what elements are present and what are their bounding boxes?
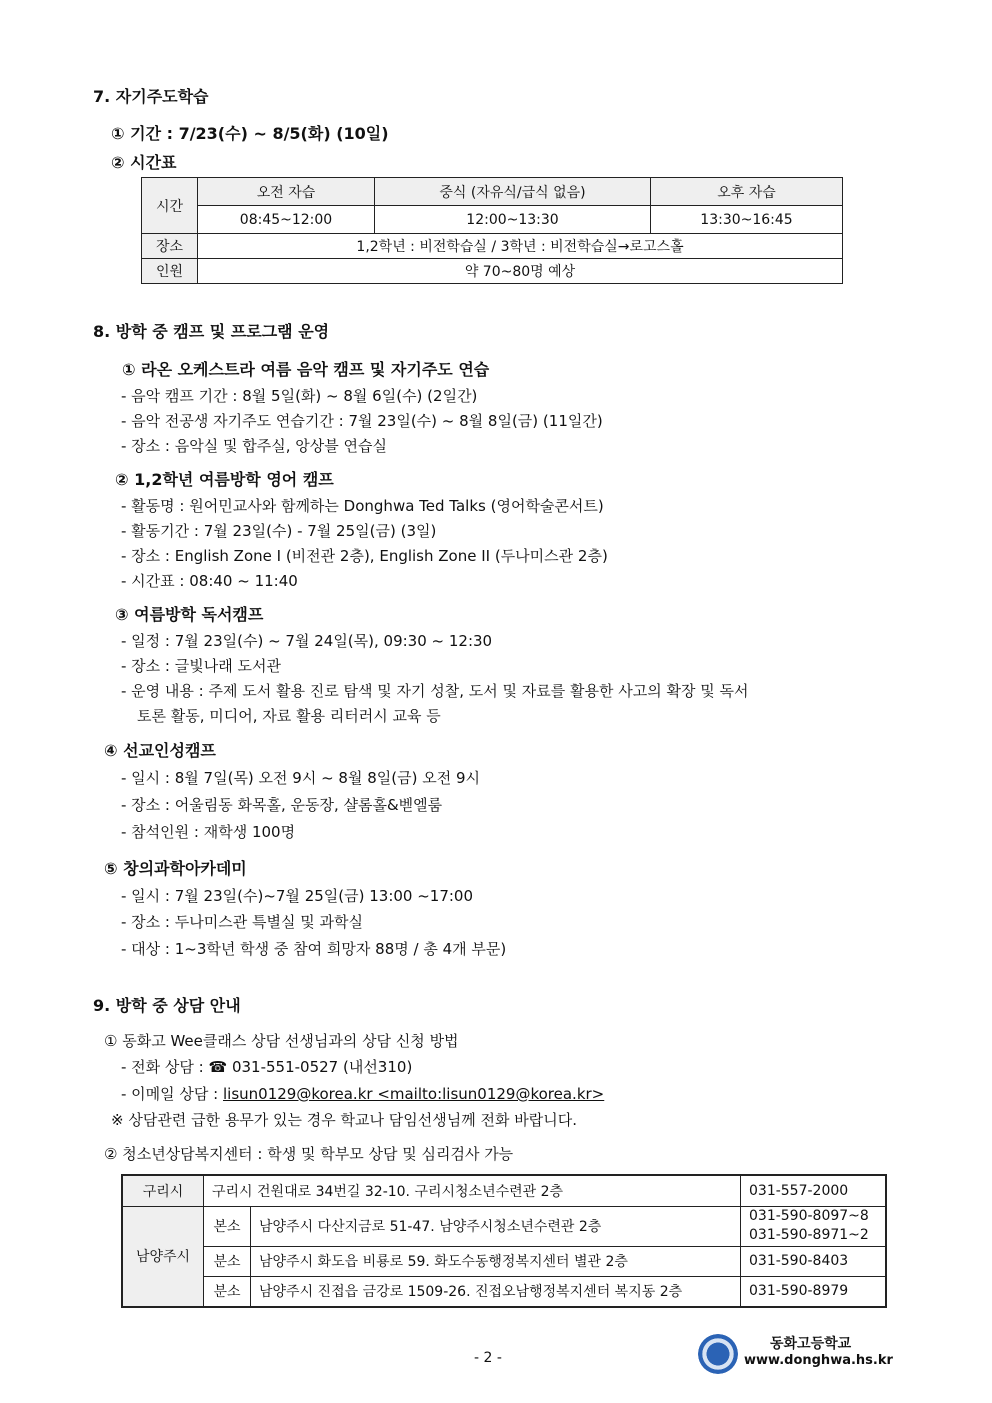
place-label-cell: 장소 bbox=[142, 234, 198, 259]
time-afternoon: 13:30~16:45 bbox=[651, 206, 843, 234]
wee-class-heading: ① 동화고 Wee클래스 상담 선생님과의 상담 신청 방법 bbox=[104, 1032, 459, 1050]
camp-4-title: ④ 선교인성캠프 bbox=[104, 741, 216, 760]
branch-type-2: 분소 bbox=[204, 1246, 251, 1276]
camp-5-line-3: - 대상 : 1~3학년 학생 중 참여 희망자 88명 / 총 4개 부문) bbox=[121, 940, 507, 958]
urgent-note: ※ 상담관련 급한 용무가 있는 경우 학교나 담임선생님께 전화 바랍니다. bbox=[111, 1111, 577, 1129]
camp-3-line-4: 토론 활동, 미디어, 자료 활용 리터러시 교육 등 bbox=[137, 707, 441, 725]
school-url[interactable]: www.donghwa.hs.kr bbox=[744, 1353, 893, 1368]
camp-2-line-2: - 활동기간 : 7월 23일(수) - 7월 25일(금) (3일) bbox=[121, 522, 437, 540]
people-value-cell: 약 70~80명 예상 bbox=[198, 259, 843, 284]
youth-center-heading: ② 청소년상담복지센터 : 학생 및 학부모 상담 및 심리검사 가능 bbox=[104, 1145, 514, 1163]
section-8-title: 8. 방학 중 캠프 및 프로그램 운영 bbox=[93, 322, 330, 341]
email-counsel-prefix: - 이메일 상담 : bbox=[121, 1085, 223, 1103]
phone-guri: 031-557-2000 bbox=[741, 1175, 887, 1206]
section-9-title: 9. 방학 중 상담 안내 bbox=[93, 996, 241, 1015]
phone-counsel-line: - 전화 상담 : ☎ 031-551-0527 (내선310) bbox=[121, 1058, 413, 1076]
col-afternoon: 오후 자습 bbox=[651, 178, 843, 206]
camp-3-title: ③ 여름방학 독서캠프 bbox=[115, 605, 264, 624]
email-link[interactable]: lisun0129@korea.kr <mailto:lisun0129@korea.kr> bbox=[223, 1085, 605, 1103]
camp-5-line-1: - 일시 : 7월 23일(수)~7월 25일(금) 13:00 ~17:00 bbox=[121, 887, 474, 905]
address-namyangju-3: 남양주시 진접읍 금강로 1509-26. 진접오남행정복지센터 복지동 2층 bbox=[251, 1276, 741, 1307]
place-value-cell: 1,2학년 : 비전학습실 / 3학년 : 비전학습실→로고스홀 bbox=[198, 234, 843, 259]
school-name: 동화고등학교 bbox=[770, 1336, 852, 1352]
address-namyangju-2: 남양주시 화도읍 비룡로 59. 화도수동행정복지센터 별관 2층 bbox=[251, 1246, 741, 1276]
camp-2-line-4: - 시간표 : 08:40 ~ 11:40 bbox=[121, 572, 298, 590]
camp-4-line-2: - 장소 : 어울림동 화목홀, 운동장, 샬롬홀&벧엘룸 bbox=[121, 796, 443, 814]
page-number: - 2 - bbox=[474, 1350, 502, 1366]
people-label-cell: 인원 bbox=[142, 259, 198, 284]
phone-namyangju-1a: 031-590-8097~8 bbox=[749, 1208, 869, 1224]
camp-3-line-1: - 일정 : 7월 23일(수) ~ 7월 24일(목), 09:30 ~ 12:30 bbox=[121, 632, 493, 650]
region-namyangju: 남양주시 bbox=[122, 1206, 204, 1307]
school-logo-icon bbox=[698, 1334, 738, 1374]
address-guri: 구리시 건원대로 34번길 32-10. 구리시청소년수련관 2층 bbox=[204, 1175, 741, 1206]
time-morning: 08:45~12:00 bbox=[198, 206, 375, 234]
phone-namyangju-3: 031-590-8979 bbox=[741, 1276, 887, 1307]
camp-4-line-3: - 참석인원 : 재학생 100명 bbox=[121, 823, 296, 841]
phone-namyangju-2: 031-590-8403 bbox=[741, 1246, 887, 1276]
col-lunch: 중식 (자유식/급식 없음) bbox=[375, 178, 651, 206]
camp-2-line-3: - 장소 : English Zone I (비전관 2층), English Zone II (두나미스관 2층) bbox=[121, 547, 608, 565]
region-guri: 구리시 bbox=[122, 1175, 204, 1206]
timetable-label: ② 시간표 bbox=[111, 153, 177, 172]
time-lunch: 12:00~13:30 bbox=[375, 206, 651, 234]
branch-type-1: 본소 bbox=[204, 1206, 251, 1246]
counseling-center-table bbox=[121, 1174, 887, 1308]
camp-2-title: ② 1,2학년 여름방학 영어 캠프 bbox=[115, 470, 334, 489]
self-study-period: ① 기간 : 7/23(수) ~ 8/5(화) (10일) bbox=[111, 124, 389, 143]
camp-5-line-2: - 장소 : 두나미스관 특별실 및 과학실 bbox=[121, 913, 363, 931]
address-namyangju-1: 남양주시 다산지금로 51-47. 남양주시청소년수련관 2층 bbox=[251, 1206, 741, 1246]
section-7-title: 7. 자기주도학습 bbox=[93, 87, 209, 106]
camp-2-line-1: - 활동명 : 원어민교사와 함께하는 Donghwa Ted Talks (영어학술콘서트) bbox=[121, 497, 604, 515]
phone-namyangju-1b: 031-590-8971~2 bbox=[749, 1227, 869, 1243]
camp-1-line-1: - 음악 캠프 기간 : 8월 5일(화) ~ 8월 6일(수) (2일간) bbox=[121, 387, 478, 405]
camp-1-line-2: - 음악 전공생 자기주도 연습기간 : 7월 23일(수) ~ 8월 8일(금) (11일간) bbox=[121, 412, 603, 430]
time-label-cell: 시간 bbox=[142, 178, 198, 234]
camp-1-title: ① 라온 오케스트라 여름 음악 캠프 및 자기주도 연습 bbox=[122, 360, 490, 379]
camp-1-line-3: - 장소 : 음악실 및 합주실, 앙상블 연습실 bbox=[121, 437, 387, 455]
phone-namyangju-1 bbox=[741, 1206, 887, 1246]
camp-4-line-1: - 일시 : 8월 7일(목) 오전 9시 ~ 8월 8일(금) 오전 9시 bbox=[121, 769, 481, 787]
col-morning: 오전 자습 bbox=[198, 178, 375, 206]
camp-3-line-2: - 장소 : 글빛나래 도서관 bbox=[121, 657, 281, 675]
self-study-table bbox=[141, 177, 843, 284]
email-counsel-line bbox=[121, 1083, 604, 1104]
branch-type-3: 분소 bbox=[204, 1276, 251, 1307]
camp-5-title: ⑤ 창의과학아카데미 bbox=[104, 859, 247, 878]
camp-3-line-3: - 운영 내용 : 주제 도서 활용 진로 탐색 및 자기 성찰, 도서 및 자료를 활용한 사고의 확장 및 독서 bbox=[121, 682, 749, 700]
